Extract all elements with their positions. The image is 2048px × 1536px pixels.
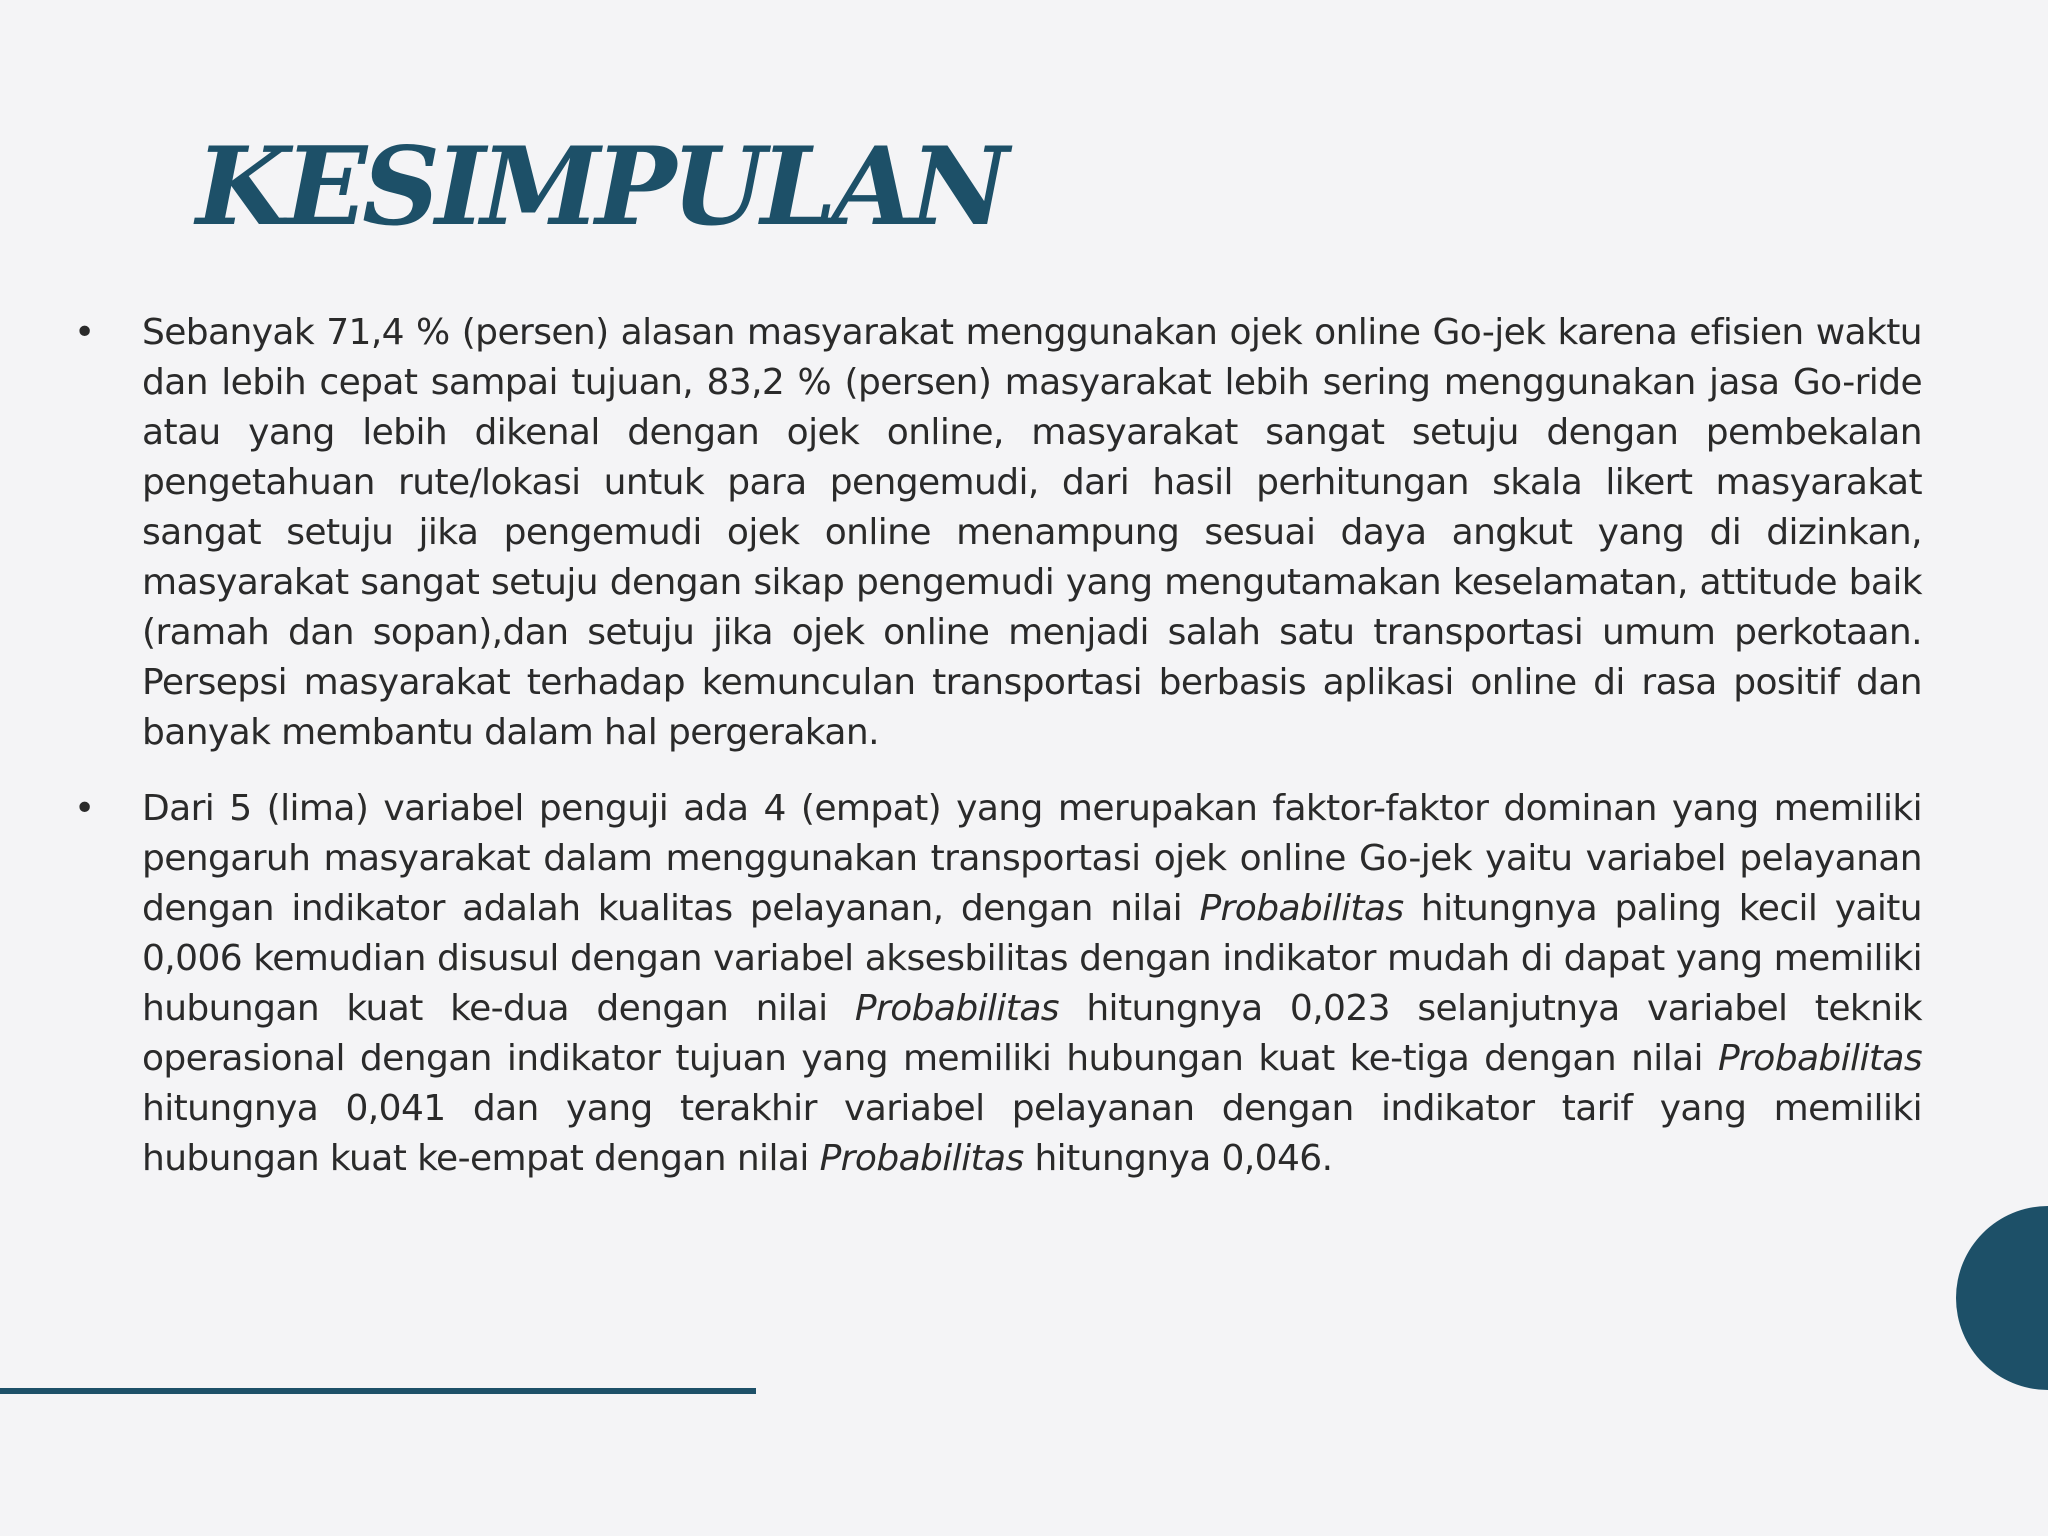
italic-term: Probabilitas — [819, 1138, 1024, 1179]
bullet-list — [70, 308, 1922, 1210]
text-segment: Sebanyak 71,4 % (persen) alasan masyarakat menggunakan ojek online Go-jek karena efisien waktu dan lebih cepat sampai tujuan, 83,2 % (persen) masyarakat lebih sering menggunakan jasa Go-ride atau yang lebih dikenal dengan ojek online, masyarakat sangat setuju dengan pembekalan pengetahuan rute/lokasi untuk para pengemudi, dari hasil perhitungan skala likert masyarakat sangat setuju jika pengemudi ojek online menampung sesuai daya angkut yang di dizinkan, masyarakat sangat setuju dengan sikap pengemudi yang mengutamakan keselamatan, attitude baik (ramah dan sopan),dan setuju jika ojek online menjadi salah satu transportasi umum perkotaan. Persepsi masyarakat terhadap kemunculan transportasi berbasis aplikasi online di rasa positif dan banyak membantu dalam hal pergerakan. — [142, 312, 1922, 753]
text-segment: hitungnya 0,046. — [1023, 1138, 1333, 1179]
accent-circle — [1956, 1206, 2048, 1390]
bullet-text — [142, 788, 1922, 1179]
italic-term: Probabilitas — [854, 988, 1059, 1029]
italic-term: Probabilitas — [1199, 888, 1404, 929]
text-segment: hitungnya 0,023 selanjutnya variabel teknik operasional dengan indikator tujuan yang memiliki hubungan kuat ke-tiga dengan nilai — [142, 988, 1922, 1079]
bullet-icon: • — [74, 788, 95, 829]
bullet-item-1 — [70, 308, 1922, 758]
text-segment: hitungnya paling kecil yaitu 0,006 kemudian disusul dengan variabel aksesbilitas dengan indikator mudah di dapat yang memiliki hubungan kuat ke-dua dengan nilai — [142, 888, 1922, 1029]
bullet-icon: • — [74, 312, 95, 353]
text-segment: hitungnya 0,041 dan yang terakhir variabel pelayanan dengan indikator tarif yang memiliki hubungan kuat ke-empat dengan nilai — [142, 1088, 1922, 1179]
bottom-accent-line — [0, 1388, 756, 1394]
bullet-text — [142, 312, 1922, 753]
bullet-item-2 — [70, 784, 1922, 1184]
text-segment: Dari 5 (lima) variabel penguji ada 4 (empat) yang merupakan faktor-faktor dominan yang memiliki pengaruh masyarakat dalam menggunakan transportasi ojek online Go-jek yaitu variabel pelayanan dengan indikator adalah kualitas pelayanan, dengan nilai — [142, 788, 1922, 929]
italic-term: Probabilitas — [1717, 1038, 1922, 1079]
slide-title: KESIMPULAN — [196, 124, 1005, 250]
